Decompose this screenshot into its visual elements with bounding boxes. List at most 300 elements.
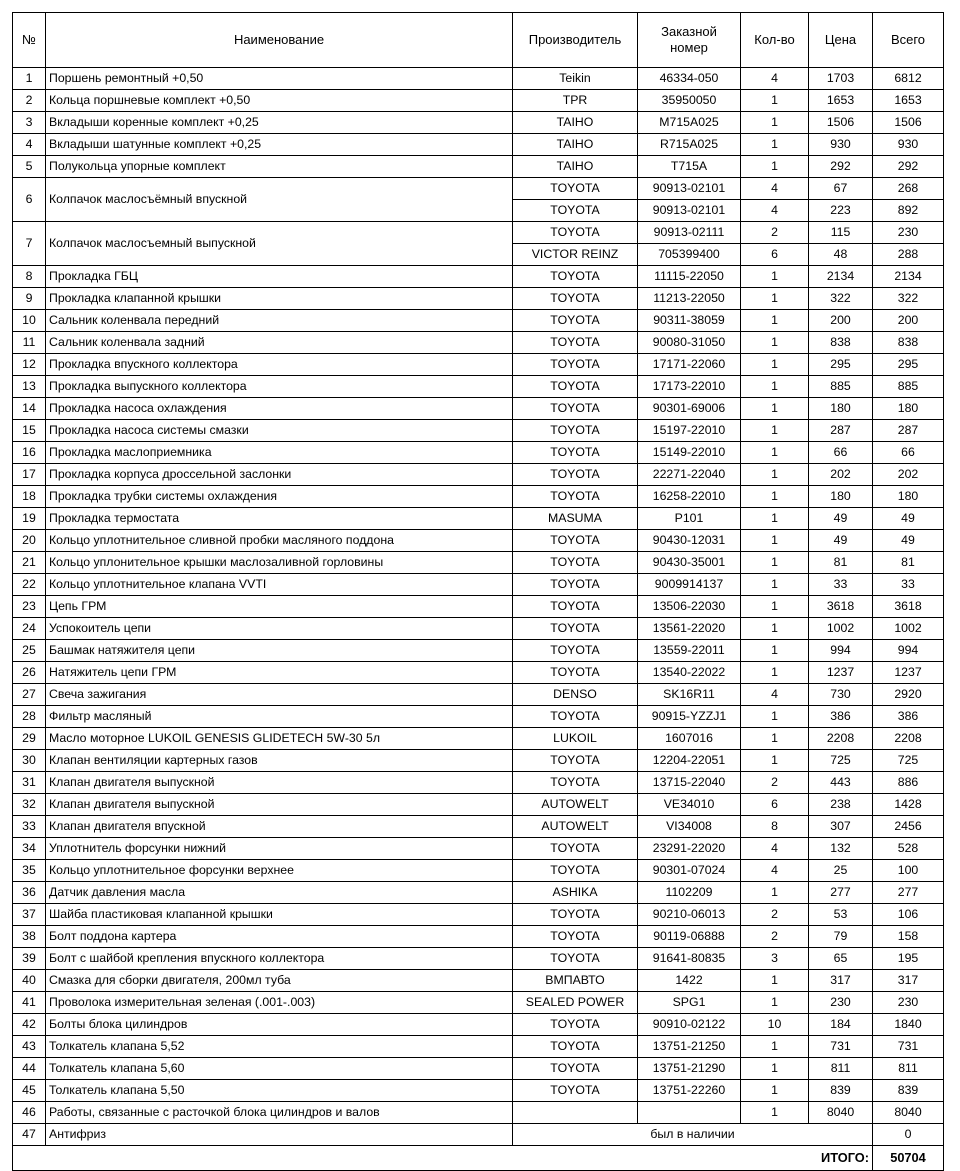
- cell-number: 24: [13, 618, 46, 640]
- cell-quantity: 4: [741, 68, 809, 90]
- cell-price: 180: [809, 398, 873, 420]
- cell-name: Успокоитель цепи: [46, 618, 513, 640]
- cell-number: 34: [13, 838, 46, 860]
- cell-quantity: 1: [741, 398, 809, 420]
- cell-name: Болты блока цилиндров: [46, 1014, 513, 1036]
- table-row: [13, 222, 944, 244]
- cell-number: 22: [13, 574, 46, 596]
- parts-table: [12, 12, 944, 1171]
- cell-quantity: 1: [741, 354, 809, 376]
- cell-manufacturer: TOYOTA: [513, 288, 638, 310]
- cell-price: 277: [809, 882, 873, 904]
- cell-quantity: 1: [741, 574, 809, 596]
- cell-quantity: 2: [741, 222, 809, 244]
- cell-manufacturer: TOYOTA: [513, 618, 638, 640]
- cell-number: 28: [13, 706, 46, 728]
- cell-order-number: 12204-22051: [638, 750, 741, 772]
- cell-order-number: 90119-06888: [638, 926, 741, 948]
- cell-price: 79: [809, 926, 873, 948]
- column-header-name: Наименование: [46, 13, 513, 68]
- cell-manufacturer: TOYOTA: [513, 1036, 638, 1058]
- cell-name: Масло моторное LUKOIL GENESIS GLIDETECH 5W-30 5л: [46, 728, 513, 750]
- cell-total: 994: [873, 640, 944, 662]
- cell-total: 230: [873, 992, 944, 1014]
- cell-price: 1703: [809, 68, 873, 90]
- cell-order-number: 23291-22020: [638, 838, 741, 860]
- cell-quantity: 8: [741, 816, 809, 838]
- cell-quantity: 1: [741, 882, 809, 904]
- cell-quantity: 1: [741, 1058, 809, 1080]
- cell-price: 66: [809, 442, 873, 464]
- cell-name: Свеча зажигания: [46, 684, 513, 706]
- cell-total: 838: [873, 332, 944, 354]
- table-row: [13, 772, 944, 794]
- table-row: [13, 508, 944, 530]
- cell-order-number: 13751-21290: [638, 1058, 741, 1080]
- cell-order-number: 90301-07024: [638, 860, 741, 882]
- table-row: [13, 596, 944, 618]
- cell-total: 106: [873, 904, 944, 926]
- cell-price: 53: [809, 904, 873, 926]
- cell-order-number: 17173-22010: [638, 376, 741, 398]
- cell-total: 295: [873, 354, 944, 376]
- cell-manufacturer: SEALED POWER: [513, 992, 638, 1014]
- cell-total: 885: [873, 376, 944, 398]
- cell-total: 1428: [873, 794, 944, 816]
- cell-manufacturer: TOYOTA: [513, 904, 638, 926]
- table-row: [13, 860, 944, 882]
- cell-manufacturer: Teikin: [513, 68, 638, 90]
- cell-manufacturer: TOYOTA: [513, 266, 638, 288]
- cell-total: 100: [873, 860, 944, 882]
- cell-order-number: 15197-22010: [638, 420, 741, 442]
- cell-number: 44: [13, 1058, 46, 1080]
- cell-total: 1653: [873, 90, 944, 112]
- cell-manufacturer: TOYOTA: [513, 552, 638, 574]
- cell-name: Болт с шайбой крепления впускного коллектора: [46, 948, 513, 970]
- cell-number: 40: [13, 970, 46, 992]
- cell-quantity: 6: [741, 244, 809, 266]
- cell-total: 0: [873, 1124, 944, 1146]
- table-row: [13, 552, 944, 574]
- cell-quantity: 1: [741, 706, 809, 728]
- cell-total: 180: [873, 398, 944, 420]
- cell-order-number: 22271-22040: [638, 464, 741, 486]
- cell-number: 45: [13, 1080, 46, 1102]
- cell-order-number: 90430-12031: [638, 530, 741, 552]
- cell-manufacturer: TOYOTA: [513, 860, 638, 882]
- cell-order-number: R715A025: [638, 134, 741, 156]
- column-header-manufacturer: Производитель: [513, 13, 638, 68]
- cell-total: 839: [873, 1080, 944, 1102]
- cell-quantity: 3: [741, 948, 809, 970]
- cell-price: 295: [809, 354, 873, 376]
- cell-quantity: 1: [741, 552, 809, 574]
- table-row: [13, 574, 944, 596]
- grand-total-row: [13, 1146, 944, 1171]
- cell-name: Прокладка впускного коллектора: [46, 354, 513, 376]
- cell-order-number: 11213-22050: [638, 288, 741, 310]
- table-row: [13, 112, 944, 134]
- cell-total: 1237: [873, 662, 944, 684]
- cell-price: 25: [809, 860, 873, 882]
- cell-name: Башмак натяжителя цепи: [46, 640, 513, 662]
- cell-price: 223: [809, 200, 873, 222]
- table-row: [13, 68, 944, 90]
- cell-manufacturer: LUKOIL: [513, 728, 638, 750]
- cell-price: 65: [809, 948, 873, 970]
- cell-order-number: 35950050: [638, 90, 741, 112]
- table-row: [13, 728, 944, 750]
- cell-price: 731: [809, 1036, 873, 1058]
- cell-manufacturer: TOYOTA: [513, 574, 638, 596]
- cell-price: 49: [809, 508, 873, 530]
- cell-price: 8040: [809, 1102, 873, 1124]
- cell-total: 277: [873, 882, 944, 904]
- cell-price: 1506: [809, 112, 873, 134]
- cell-price: 81: [809, 552, 873, 574]
- cell-name: Прокладка клапанной крышки: [46, 288, 513, 310]
- cell-name: Фильтр масляный: [46, 706, 513, 728]
- cell-manufacturer: ASHIKA: [513, 882, 638, 904]
- cell-order-number: 1102209: [638, 882, 741, 904]
- cell-manufacturer: TOYOTA: [513, 640, 638, 662]
- cell-name: Проволока измерительная зеленая (.001-.003): [46, 992, 513, 1014]
- cell-number: 23: [13, 596, 46, 618]
- cell-number: 43: [13, 1036, 46, 1058]
- cell-quantity: 1: [741, 728, 809, 750]
- cell-total: 268: [873, 178, 944, 200]
- cell-manufacturer: TOYOTA: [513, 354, 638, 376]
- cell-quantity: 4: [741, 838, 809, 860]
- table-row: [13, 156, 944, 178]
- table-row: [13, 816, 944, 838]
- cell-name: Болт поддона картера: [46, 926, 513, 948]
- cell-price: 202: [809, 464, 873, 486]
- cell-quantity: 1: [741, 750, 809, 772]
- cell-order-number: 90913-02101: [638, 178, 741, 200]
- cell-quantity: 1: [741, 156, 809, 178]
- cell-manufacturer: TOYOTA: [513, 376, 638, 398]
- cell-order-number: 91641-80835: [638, 948, 741, 970]
- cell-number: 25: [13, 640, 46, 662]
- table-row: [13, 486, 944, 508]
- cell-manufacturer: TOYOTA: [513, 662, 638, 684]
- cell-number: 12: [13, 354, 46, 376]
- cell-name: Кольцо уплонительное крышки маслозаливной горловины: [46, 552, 513, 574]
- cell-total: 66: [873, 442, 944, 464]
- cell-total: 1840: [873, 1014, 944, 1036]
- cell-name: Работы, связанные с расточкой блока цилиндров и валов: [46, 1102, 513, 1124]
- cell-number: 26: [13, 662, 46, 684]
- cell-quantity: 6: [741, 794, 809, 816]
- cell-number: 42: [13, 1014, 46, 1036]
- cell-name: Клапан двигателя выпускной: [46, 772, 513, 794]
- cell-number: 21: [13, 552, 46, 574]
- cell-order-number: 90210-06013: [638, 904, 741, 926]
- cell-quantity: 1: [741, 992, 809, 1014]
- cell-quantity: 1: [741, 596, 809, 618]
- cell-order-number: 13715-22040: [638, 772, 741, 794]
- cell-price: 33: [809, 574, 873, 596]
- cell-number: 14: [13, 398, 46, 420]
- cell-price: 292: [809, 156, 873, 178]
- cell-name: Сальник коленвала передний: [46, 310, 513, 332]
- cell-manufacturer: TOYOTA: [513, 222, 638, 244]
- grand-total-label: ИТОГО:: [13, 1146, 873, 1171]
- cell-order-number: 13506-22030: [638, 596, 741, 618]
- cell-total: 292: [873, 156, 944, 178]
- cell-name: Кольца поршневые комплект +0,50: [46, 90, 513, 112]
- cell-name: Кольцо уплотнительное форсунки верхнее: [46, 860, 513, 882]
- cell-quantity: 1: [741, 464, 809, 486]
- cell-name: Прокладка насоса охлаждения: [46, 398, 513, 420]
- cell-order-number: M715A025: [638, 112, 741, 134]
- cell-name: Клапан двигателя впускной: [46, 816, 513, 838]
- cell-number: 38: [13, 926, 46, 948]
- cell-number: 37: [13, 904, 46, 926]
- table-body: [13, 68, 944, 1146]
- cell-order-number: 1607016: [638, 728, 741, 750]
- column-header-price: Цена: [809, 13, 873, 68]
- cell-order-number: 46334-050: [638, 68, 741, 90]
- cell-total: 811: [873, 1058, 944, 1080]
- cell-order-number: 13540-22022: [638, 662, 741, 684]
- table-row: [13, 926, 944, 948]
- cell-total: 49: [873, 530, 944, 552]
- cell-name: Колпачок маслосъёмный впускной: [46, 178, 513, 222]
- cell-order-number: SK16R11: [638, 684, 741, 706]
- cell-name: Вкладыши шатунные комплект +0,25: [46, 134, 513, 156]
- cell-order-number: P101: [638, 508, 741, 530]
- table-row: [13, 706, 944, 728]
- cell-number: 16: [13, 442, 46, 464]
- cell-order-number: 17171-22060: [638, 354, 741, 376]
- cell-price: 838: [809, 332, 873, 354]
- cell-name: Натяжитель цепи ГРМ: [46, 662, 513, 684]
- table-footer: [13, 1146, 944, 1171]
- cell-total: 6812: [873, 68, 944, 90]
- cell-total: 2208: [873, 728, 944, 750]
- cell-name: Прокладка корпуса дроссельной заслонки: [46, 464, 513, 486]
- cell-number: 47: [13, 1124, 46, 1146]
- cell-total: 33: [873, 574, 944, 596]
- cell-manufacturer: TOYOTA: [513, 398, 638, 420]
- cell-total: 158: [873, 926, 944, 948]
- cell-price: 200: [809, 310, 873, 332]
- table-row: [13, 1080, 944, 1102]
- cell-name: Прокладка ГБЦ: [46, 266, 513, 288]
- cell-number: 3: [13, 112, 46, 134]
- cell-price: 386: [809, 706, 873, 728]
- table-row: [13, 1014, 944, 1036]
- cell-order-number: SPG1: [638, 992, 741, 1014]
- cell-availability-note: был в наличии: [513, 1124, 873, 1146]
- cell-quantity: 1: [741, 1080, 809, 1102]
- cell-order-number: VI34008: [638, 816, 741, 838]
- cell-price: 307: [809, 816, 873, 838]
- cell-quantity: 1: [741, 332, 809, 354]
- cell-total: 8040: [873, 1102, 944, 1124]
- cell-order-number: 16258-22010: [638, 486, 741, 508]
- cell-price: 115: [809, 222, 873, 244]
- cell-name: Толкатель клапана 5,50: [46, 1080, 513, 1102]
- cell-order-number: 13751-22260: [638, 1080, 741, 1102]
- cell-quantity: 1: [741, 310, 809, 332]
- cell-name: Прокладка трубки системы охлаждения: [46, 486, 513, 508]
- table-row: [13, 530, 944, 552]
- cell-total: 317: [873, 970, 944, 992]
- cell-price: 287: [809, 420, 873, 442]
- cell-price: 2134: [809, 266, 873, 288]
- cell-manufacturer: TOYOTA: [513, 948, 638, 970]
- cell-manufacturer: AUTOWELT: [513, 794, 638, 816]
- cell-total: 49: [873, 508, 944, 530]
- cell-total: 202: [873, 464, 944, 486]
- cell-manufacturer: AUTOWELT: [513, 816, 638, 838]
- cell-manufacturer: TOYOTA: [513, 596, 638, 618]
- table-row: [13, 1102, 944, 1124]
- cell-order-number: 90915-YZZJ1: [638, 706, 741, 728]
- cell-name: Клапан двигателя выпускной: [46, 794, 513, 816]
- cell-number: 33: [13, 816, 46, 838]
- cell-name: Прокладка термостата: [46, 508, 513, 530]
- cell-manufacturer: TOYOTA: [513, 706, 638, 728]
- table-row: [13, 354, 944, 376]
- table-row: [13, 970, 944, 992]
- cell-total: 731: [873, 1036, 944, 1058]
- cell-order-number: 11115-22050: [638, 266, 741, 288]
- cell-name: Толкатель клапана 5,52: [46, 1036, 513, 1058]
- cell-order-number: 90301-69006: [638, 398, 741, 420]
- cell-manufacturer: TOYOTA: [513, 772, 638, 794]
- cell-number: 32: [13, 794, 46, 816]
- cell-number: 4: [13, 134, 46, 156]
- cell-total: 2456: [873, 816, 944, 838]
- cell-total: 2920: [873, 684, 944, 706]
- cell-manufacturer: ВМПАВТО: [513, 970, 638, 992]
- cell-name: Кольцо уплотнительное сливной пробки масляного поддона: [46, 530, 513, 552]
- cell-number: 29: [13, 728, 46, 750]
- cell-price: 184: [809, 1014, 873, 1036]
- cell-name: Цепь ГРМ: [46, 596, 513, 618]
- cell-price: 132: [809, 838, 873, 860]
- cell-manufacturer: TOYOTA: [513, 486, 638, 508]
- cell-manufacturer: TAIHO: [513, 134, 638, 156]
- cell-total: 180: [873, 486, 944, 508]
- cell-number: 18: [13, 486, 46, 508]
- cell-price: 930: [809, 134, 873, 156]
- cell-price: 317: [809, 970, 873, 992]
- cell-manufacturer: MASUMA: [513, 508, 638, 530]
- cell-price: 48: [809, 244, 873, 266]
- cell-total: 288: [873, 244, 944, 266]
- table-row: [13, 1036, 944, 1058]
- cell-quantity: 1: [741, 1036, 809, 1058]
- cell-manufacturer: TPR: [513, 90, 638, 112]
- cell-manufacturer: TOYOTA: [513, 838, 638, 860]
- table-row: [13, 750, 944, 772]
- cell-number: 5: [13, 156, 46, 178]
- table-row: [13, 90, 944, 112]
- cell-manufacturer: TOYOTA: [513, 420, 638, 442]
- cell-manufacturer: [513, 1102, 638, 1124]
- cell-order-number: 705399400: [638, 244, 741, 266]
- order-header-line1: Заказной: [661, 23, 717, 39]
- cell-quantity: 4: [741, 860, 809, 882]
- cell-price: 885: [809, 376, 873, 398]
- cell-number: 6: [13, 178, 46, 222]
- cell-name: Вкладыши коренные комплект +0,25: [46, 112, 513, 134]
- cell-name: Толкатель клапана 5,60: [46, 1058, 513, 1080]
- cell-manufacturer: TOYOTA: [513, 442, 638, 464]
- cell-quantity: 1: [741, 442, 809, 464]
- cell-quantity: 1: [741, 288, 809, 310]
- cell-quantity: 1: [741, 486, 809, 508]
- table-row: [13, 310, 944, 332]
- cell-manufacturer: TOYOTA: [513, 178, 638, 200]
- table-row: [13, 398, 944, 420]
- cell-total: 930: [873, 134, 944, 156]
- order-header-line2: номер: [670, 40, 708, 55]
- header-row: [13, 13, 944, 68]
- column-header-total: Всего: [873, 13, 944, 68]
- cell-number: 31: [13, 772, 46, 794]
- cell-quantity: 10: [741, 1014, 809, 1036]
- cell-order-number: 90910-02122: [638, 1014, 741, 1036]
- cell-name: Уплотнитель форсунки нижний: [46, 838, 513, 860]
- cell-name: Кольцо уплотнительное клапана VVTI: [46, 574, 513, 596]
- cell-name: Прокладка выпускного коллектора: [46, 376, 513, 398]
- table-row: [13, 464, 944, 486]
- cell-manufacturer: TAIHO: [513, 156, 638, 178]
- table-row: [13, 332, 944, 354]
- cell-price: 49: [809, 530, 873, 552]
- table-row: [13, 178, 944, 200]
- cell-manufacturer: TOYOTA: [513, 926, 638, 948]
- cell-price: 725: [809, 750, 873, 772]
- cell-total: 200: [873, 310, 944, 332]
- table-row: [13, 904, 944, 926]
- cell-quantity: 1: [741, 266, 809, 288]
- table-row: [13, 640, 944, 662]
- table-row: [13, 266, 944, 288]
- cell-price: 1237: [809, 662, 873, 684]
- cell-quantity: 2: [741, 926, 809, 948]
- cell-total: 725: [873, 750, 944, 772]
- cell-total: 1002: [873, 618, 944, 640]
- cell-number: 17: [13, 464, 46, 486]
- cell-name: Полукольца упорные комплект: [46, 156, 513, 178]
- cell-price: 811: [809, 1058, 873, 1080]
- cell-order-number: 90913-02101: [638, 200, 741, 222]
- table-row: [13, 794, 944, 816]
- cell-quantity: 1: [741, 640, 809, 662]
- column-header-order-number: [638, 13, 741, 68]
- cell-quantity: 1: [741, 134, 809, 156]
- table-row: [13, 288, 944, 310]
- cell-order-number: 90311-38059: [638, 310, 741, 332]
- cell-number: 11: [13, 332, 46, 354]
- cell-order-number: T715A: [638, 156, 741, 178]
- cell-quantity: 1: [741, 420, 809, 442]
- cell-number: 46: [13, 1102, 46, 1124]
- cell-total: 3618: [873, 596, 944, 618]
- cell-number: 41: [13, 992, 46, 1014]
- cell-name: Колпачок маслосъемный выпускной: [46, 222, 513, 266]
- cell-price: 67: [809, 178, 873, 200]
- cell-price: 180: [809, 486, 873, 508]
